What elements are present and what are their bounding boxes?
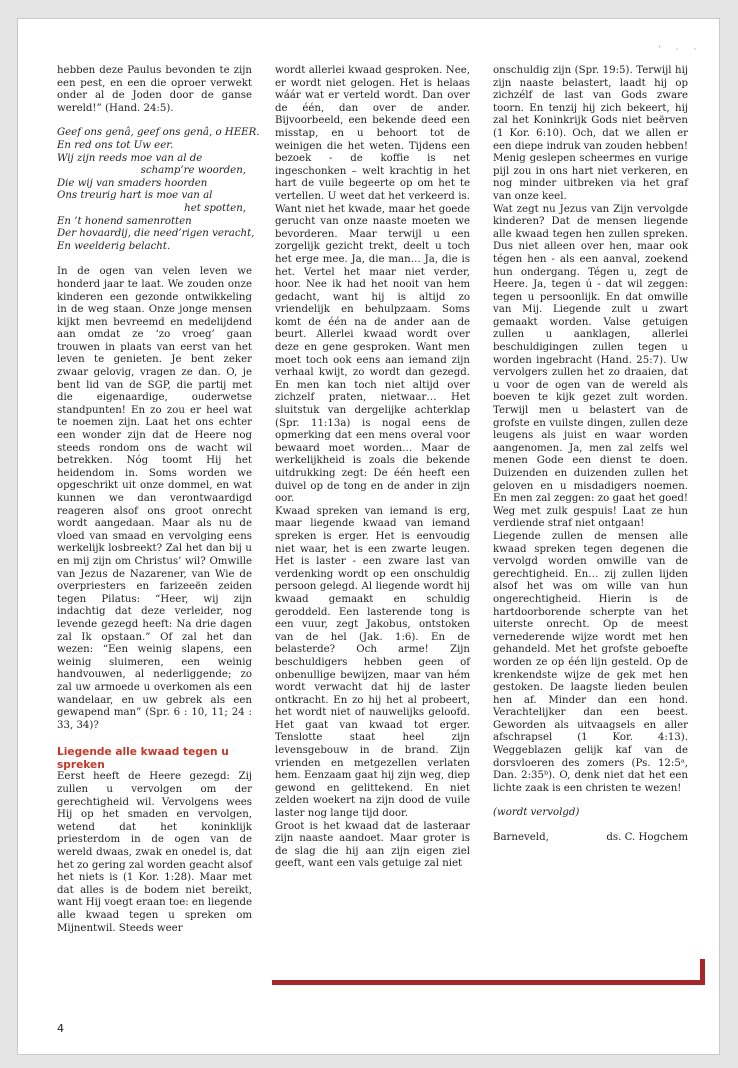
poem-line: schamp’re woorden,: [140, 165, 246, 177]
poem-line: En red ons tot Uw eer.: [57, 139, 174, 151]
paragraph: Kwaad spreken van iemand is erg, maar liegende kwaad van iemand spreken is erger. Het is eenvoudig niet waar, het is een zwarte leugen. Het is laster - een zware last van verdenking wordt op een onschuldig persoon gelegd. Al liegende wordt hij kwaad gemaakt en schuldig geroddeld. Een lasterende tong is een vuur, zegt Jakobus, ontstoken van de hel (Jak. 1:6). En de belasterde? Och arme! Zijn beschuldigers hebben geen of onbenullige bewijzen, maar van hém wordt verwacht dat hij de laster ontkracht. En zo hij het al probeert, het wordt niet of nauwelijks geloofd. Het gaat van kwaad tot erger. Tenslotte staat heel zijn levensgebouw in de brand. Zijn vrienden en metgezellen verlaten hem. Eenzaam gaat hij zijn weg, diep gewond en gelittekend. En niet zelden woekert na zijn dood de vuile laster nog lange tijd door.: [275, 505, 470, 820]
poem-line: Die wij van smaders hoorden: [57, 177, 208, 189]
poem-line: het spotten,: [184, 202, 246, 214]
paragraph: onschuldig zijn (Spr. 19:5). Terwijl hij zijn naaste belastert, laadt hij op zichzélf de last van Gods zware toorn. En tenzij hij zich bekeert, hij zal het Koninkrijk Gods niet beërven (1 Kor. 6:10). Och, dat we allen er een diepe indruk van zouden hebben! Menig geslepen scheermes en vurige pijl zou in ons hart niet verkeren, en nog minder uitbreken via het graf van onze keel.: [493, 65, 688, 202]
poem-line: En ’t honend samenrotten: [57, 215, 192, 227]
column-3: [493, 65, 688, 845]
poem-line: Ons treurig hart is moe van al: [57, 190, 213, 202]
poem-line: Der hovaardij, die need’rigen veracht,: [57, 228, 255, 240]
paragraph: Wat zegt nu Jezus van Zijn vervolgde kinderen? Dat de mensen liegende alle kwaad tegen hen zullen spreken. Dus niet alleen over hen, maar ook tégen hen - als een aanval, zoekend hun ondergang. Tégen u, zegt de Heere. Ja, tegen ú - dat wil zeggen: tegen u persoonlijk. En dat omwille van Mij. Liegende zult u zwart gemaakt worden. Valse getuigen zullen u aanklagen, allerlei beschuldigingen zullen tegen u worden ingebracht (Hand. 25:7). Uw vervolgers zullen het zo draaien, dat u voor de ogen van de wereld als boeven te kijk gezet zult worden. Terwijl men u belastert van de grofste en vuilste dingen, zullen deze leugens als juist en waar worden aangenomen. Ja, men zal zelfs wel menen Gode een dienst te doen. Duizenden en duizenden zullen het geloven en u misdadigers noemen. En men zal zeggen: zo gaat het goed! Weg met zulk gespuis! Laat ze hun verdiende straf niet ontgaan!: [493, 203, 688, 530]
paragraph: Eerst heeft de Heere gezegd: Zij zullen u vervolgen om der gerechtigheid wil. Vervolgens wees Hij op het smaden en vervolgen, wetend dat het koninklijk priesterdom in de ogen van de wereld dwaas, zwak en onedel is, dat het zo gering zal worden geacht alsof het niets is (1 Kor. 1:28). Maar met dat alles is de bodem niet bereikt, want Hij voegt eraan toe: en liegende alle kwaad tegen u spreken om Mijnentwil. Steeds weer: [57, 771, 252, 934]
page-number: 4: [57, 1022, 64, 1035]
poem-stanza: [57, 127, 260, 253]
section-heading: Liegende alle kwaad tegen u spreken: [57, 746, 229, 771]
continued-note: (wordt vervolgd): [493, 807, 580, 819]
decorative-rule: [272, 980, 704, 985]
document-sheet: [17, 18, 720, 1055]
corner-marks: ‘ · ·: [658, 45, 703, 55]
place-name: Barneveld,: [493, 832, 549, 844]
column-2: [275, 65, 470, 871]
paragraph: hebben deze Paulus bevonden te zijn een pest, en een die oproer verwekt onder al de Joden door de ganse wereld!” (Hand. 24:5).: [57, 65, 252, 114]
paragraph: In de ogen van velen leven we honderd jaar te laat. We zouden onze kinderen een gezonde ontwikkeling in de weg staan. Onze jonge mensen kijkt men bevreemd en medelijdend aan omdat ze ‘zo vroeg’ gaan trouwen in plaats van eerst van het leven te genieten. Je bent zeker zwaar gelovig, vragen ze dan. O, je bent lid van de SGP, die partij met die eigenaardige, ouderwetse standpunten! En zo zou er heel wat te noemen zijn. Laat het ons echter een wonder zijn dat de Heere nog steeds rondom ons de wacht wil betrekken. Nóg toomt Hij het heidendom in. Soms worden we opgeschrikt uit onze dommel, en wat kunnen we dan verontwaardigd reageren alsof ons groot onrecht wordt aangedaan. Maar als nu de vloed van smaad en vervolging eens werkelijk losbreekt? Zal het dan bij u en mij zijn om Christus’ wil? Omwille van Jezus de Nazarener, van Wie de overpriesters en farizeeën zeiden tegen Pilatus: “Heer, wij zijn indachtig dat deze verleider, nog levende gezegd heeft: Na drie dagen zal Ik opstaan.” Of zal het dan wezen: “Een weinig slapens, een weinig sluimeren, een weinig handvouwen, al nederliggende; zo zal uw armoede u overkomen als een wandelaar, en uw gebrek als een gewapend man” (Spr. 6 : 10, 11; 24 : 33, 34)?: [57, 266, 252, 731]
poem-line: Geef ons genâ, geef ons genâ, o HEER.: [57, 127, 260, 139]
poem-line: En weelderig belacht.: [57, 240, 171, 252]
poem-line: Wij zijn reeds moe van al de: [57, 152, 203, 164]
signature-line: [493, 832, 688, 845]
author-name: ds. C. Hogchem: [606, 832, 688, 844]
paragraph: Groot is het kwaad dat de lasteraar zijn naaste aandoet. Maar groter is de slag die hij aan zijn eigen ziel geeft, want een vals getuige zal niet: [275, 820, 470, 870]
paragraph: wordt allerlei kwaad gesproken. Nee, er wordt niet gelogen. Het is helaas wáár wat er verteld wordt. Dan over de één, dan over de ander. Bijvoorbeeld, een bekende deed een misstap, en u behoort tot de weinigen die het weten. Tijdens een bezoek - de koffie is net ingeschonken – welt krachtig in het hart de vuile begeerte op om het te vertellen. U weet dat het verkeerd is. Want niet het kwade, maar het goede gerucht van onze naaste moeten we bevorderen. Maar terwijl u een zorgelijk gezicht trekt, deelt u toch het erge mee. Ja, die man… Ja, die is het. Vertel het maar niet verder, hoor. Nee ik had het nooit van hem gedacht, want hij is altijd zo vriendelijk en behulpzaam. Soms komt de één na de ander aan de beurt. Allerlei kwaad wordt over deze en gene gesproken. Want men moet toch ook eens aan iemand zijn verhaal kwijt, zo wordt dan gezegd. En men kan toch niet altijd over zichzelf praten, nietwaar… Het sluitstuk van dergelijke achterklap (Spr. 11:13a) is nogal eens de opmerking dat een mens overal voor bewaard moet worden… Maar de werkelijkheid is zoals die bekende uitdrukking zegt: De één heeft een duivel op de tong en de ander in zijn oor.: [275, 65, 470, 505]
decorative-rule-corner: [700, 959, 705, 985]
column-1: [57, 65, 260, 935]
paragraph: Liegende zullen de mensen alle kwaad spreken tegen degenen die vervolgd worden omwille van de gerechtigheid. En… zij zullen lijden alsof het was om wille van hun ongerechtigheid. Hierin is de hartdoorborende scherpte van het uiterste onrecht. Op de meest vernederende wijze wordt met hen gehandeld. Met het grofste geboefte worden ze op één lijn gesteld. Op de krenkendste wijze de gek met hen gestoken. De laagste lieden beulen hen af. Minder dan een hond. Verachtelijker dan een beest. Geworden als uitvaagsels en aller afschrapsel (1 Kor. 4:13). Weggeblazen gelijk kaf van de dorsvloeren des zomers (Ps. 12:5ᵃ, Dan. 2:35ᵇ). O, denk niet dat het een lichte zaak is een christen te wezen!: [493, 530, 688, 794]
